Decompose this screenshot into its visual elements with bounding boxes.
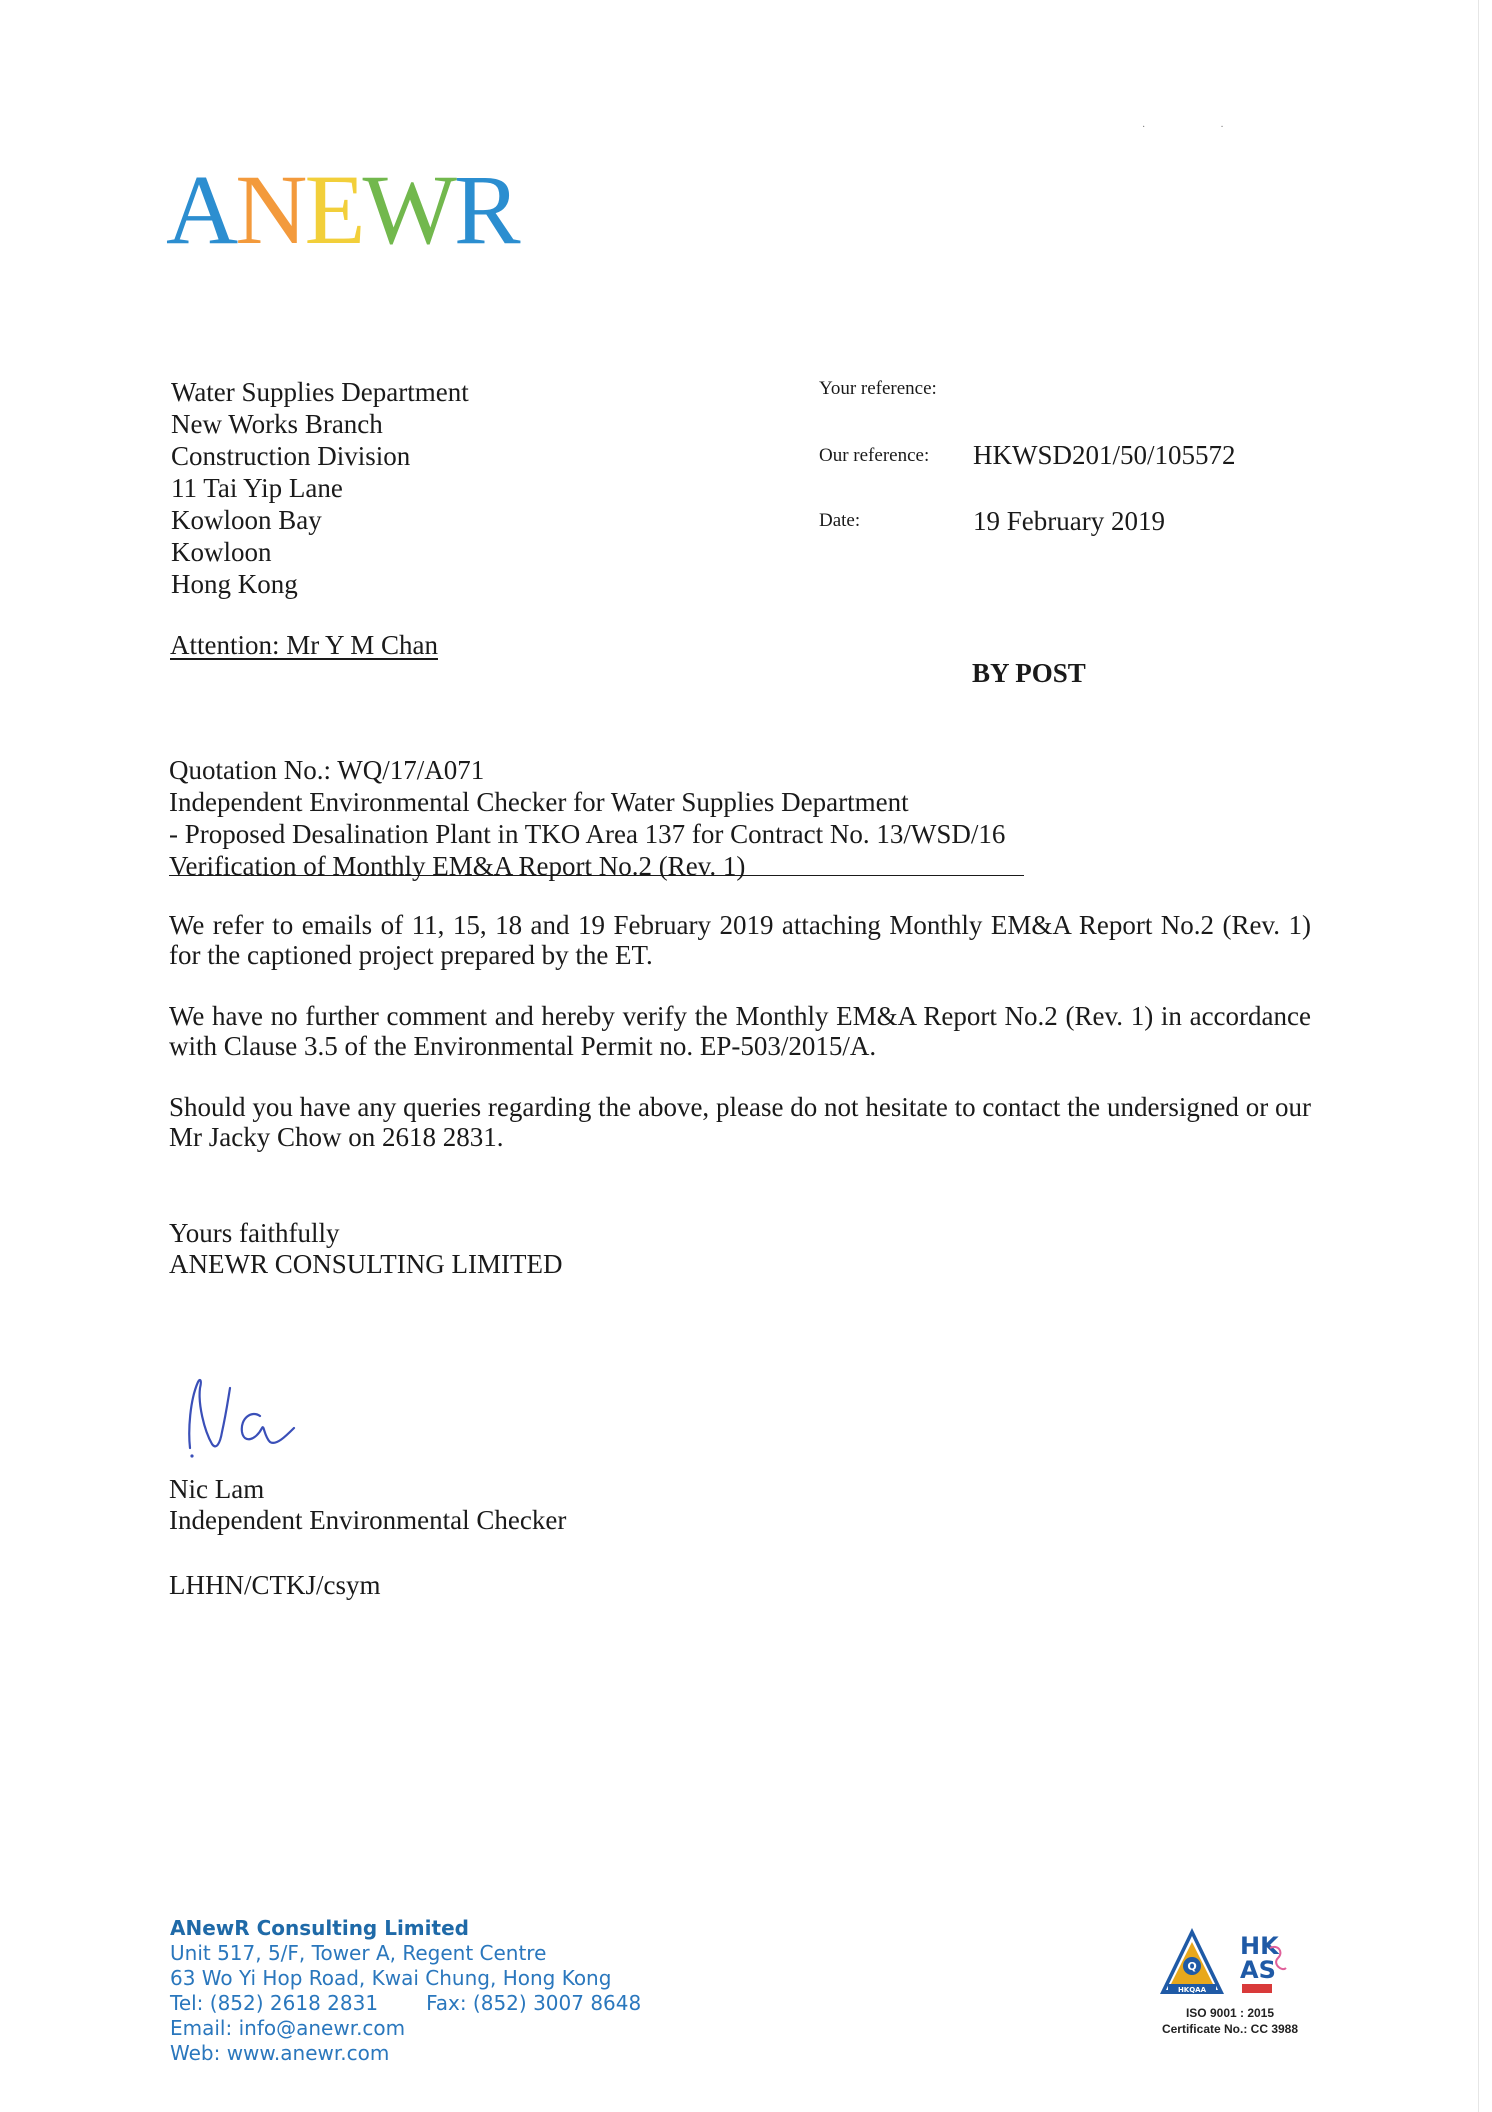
signatory-title: Independent Environmental Checker (169, 1505, 567, 1535)
subject-line: Verification of Monthly EM&A Report No.2 (Rev. 1) (169, 851, 746, 881)
address-line: Kowloon Bay (171, 505, 322, 535)
address-line: Water Supplies Department (171, 377, 469, 407)
our-reference-value: HKWSD201/50/105572 (973, 440, 1236, 470)
recipient-address (171, 376, 469, 600)
body-paragraph: We have no further comment and hereby verify the Monthly EM&A Report No.2 (Rev. 1) in accordance with Clause 3.5 of the Environmental Permit no. EP-503/2015/A. (169, 1001, 1311, 1061)
handwritten-signature (182, 1370, 312, 1465)
svg-text:HK: HK (1240, 1932, 1279, 1960)
signature-icon (182, 1370, 312, 1460)
address-line: Kowloon (171, 537, 272, 567)
our-reference-label: Our reference: (819, 445, 930, 466)
address-line: New Works Branch (171, 409, 383, 439)
scan-edge (1478, 0, 1479, 2112)
svg-text:HKQAA: HKQAA (1177, 1986, 1207, 1994)
subject-line: Independent Environmental Checker for Water Supplies Department (169, 787, 909, 817)
signatory-block (169, 1474, 566, 1536)
logo-letter: N (235, 154, 305, 265)
footer-tel: Tel: (852) 2618 2831 (170, 1991, 379, 2015)
date-label: Date: (819, 510, 861, 531)
footer-email[interactable]: Email: info@anewr.com (170, 2016, 406, 2040)
svg-text:AS: AS (1240, 1956, 1276, 1984)
reference-code: LHHN/CTKJ/csym (169, 1570, 381, 1600)
certification-text (1130, 2005, 1330, 2037)
subject-line: - Proposed Desalination Plant in TKO Area 137 for Contract No. 13/WSD/16 (169, 819, 1006, 849)
logo-letter: W (362, 154, 454, 265)
address-line: 11 Tai Yip Lane (171, 473, 343, 503)
address-line: Construction Division (171, 441, 411, 471)
closing-company: ANEWR CONSULTING LIMITED (169, 1249, 563, 1279)
salutation: Yours faithfully (169, 1218, 340, 1248)
your-reference-label: Your reference: (819, 378, 937, 399)
subject-underline (169, 875, 1024, 876)
footer-phone-line (170, 1991, 641, 2016)
quotation-number: Quotation No.: WQ/17/A071 (169, 755, 485, 785)
footer-company-name: ANewR Consulting Limited (170, 1916, 469, 1940)
footer-fax: Fax: (852) 3007 8648 (426, 1991, 642, 2015)
logo-letter: R (453, 154, 518, 265)
anewr-logo (166, 154, 518, 265)
hkqaa-hkas-logo (1158, 1926, 1308, 2002)
footer-address-line: 63 Wo Yi Hop Road, Kwai Chung, Hong Kong (170, 1966, 612, 1990)
address-line: Hong Kong (171, 569, 298, 599)
company-footer (170, 1916, 641, 2066)
logo-letter: A (166, 154, 236, 265)
footer-web[interactable]: Web: www.anewr.com (170, 2041, 390, 2065)
date-value: 19 February 2019 (973, 506, 1165, 536)
delivery-method: BY POST (972, 658, 1086, 688)
body-paragraph: Should you have any queries regarding the above, please do not hesitate to contact the undersigned or our Mr Jacky Chow on 2618 2831. (169, 1092, 1311, 1152)
attention-line: Attention: Mr Y M Chan (170, 630, 438, 660)
certification-logos (1158, 1926, 1308, 2007)
iso-standard: ISO 9001 : 2015 (1185, 2006, 1275, 2020)
logo-letter: E (304, 154, 363, 265)
svg-text:Q: Q (1187, 1960, 1197, 1973)
closing-block (169, 1218, 562, 1280)
footer-address-line: Unit 517, 5/F, Tower A, Regent Centre (170, 1941, 547, 1965)
scan-artifact: · · (1142, 122, 1224, 133)
subject-block (169, 754, 1005, 882)
body-paragraph: We refer to emails of 11, 15, 18 and 19 February 2019 attaching Monthly EM&A Report No.2 (Rev. 1) for the captioned project prepared by the ET. (169, 910, 1311, 970)
certificate-number: Certificate No.: CC 3988 (1161, 2022, 1299, 2036)
signatory-name: Nic Lam (169, 1474, 265, 1504)
